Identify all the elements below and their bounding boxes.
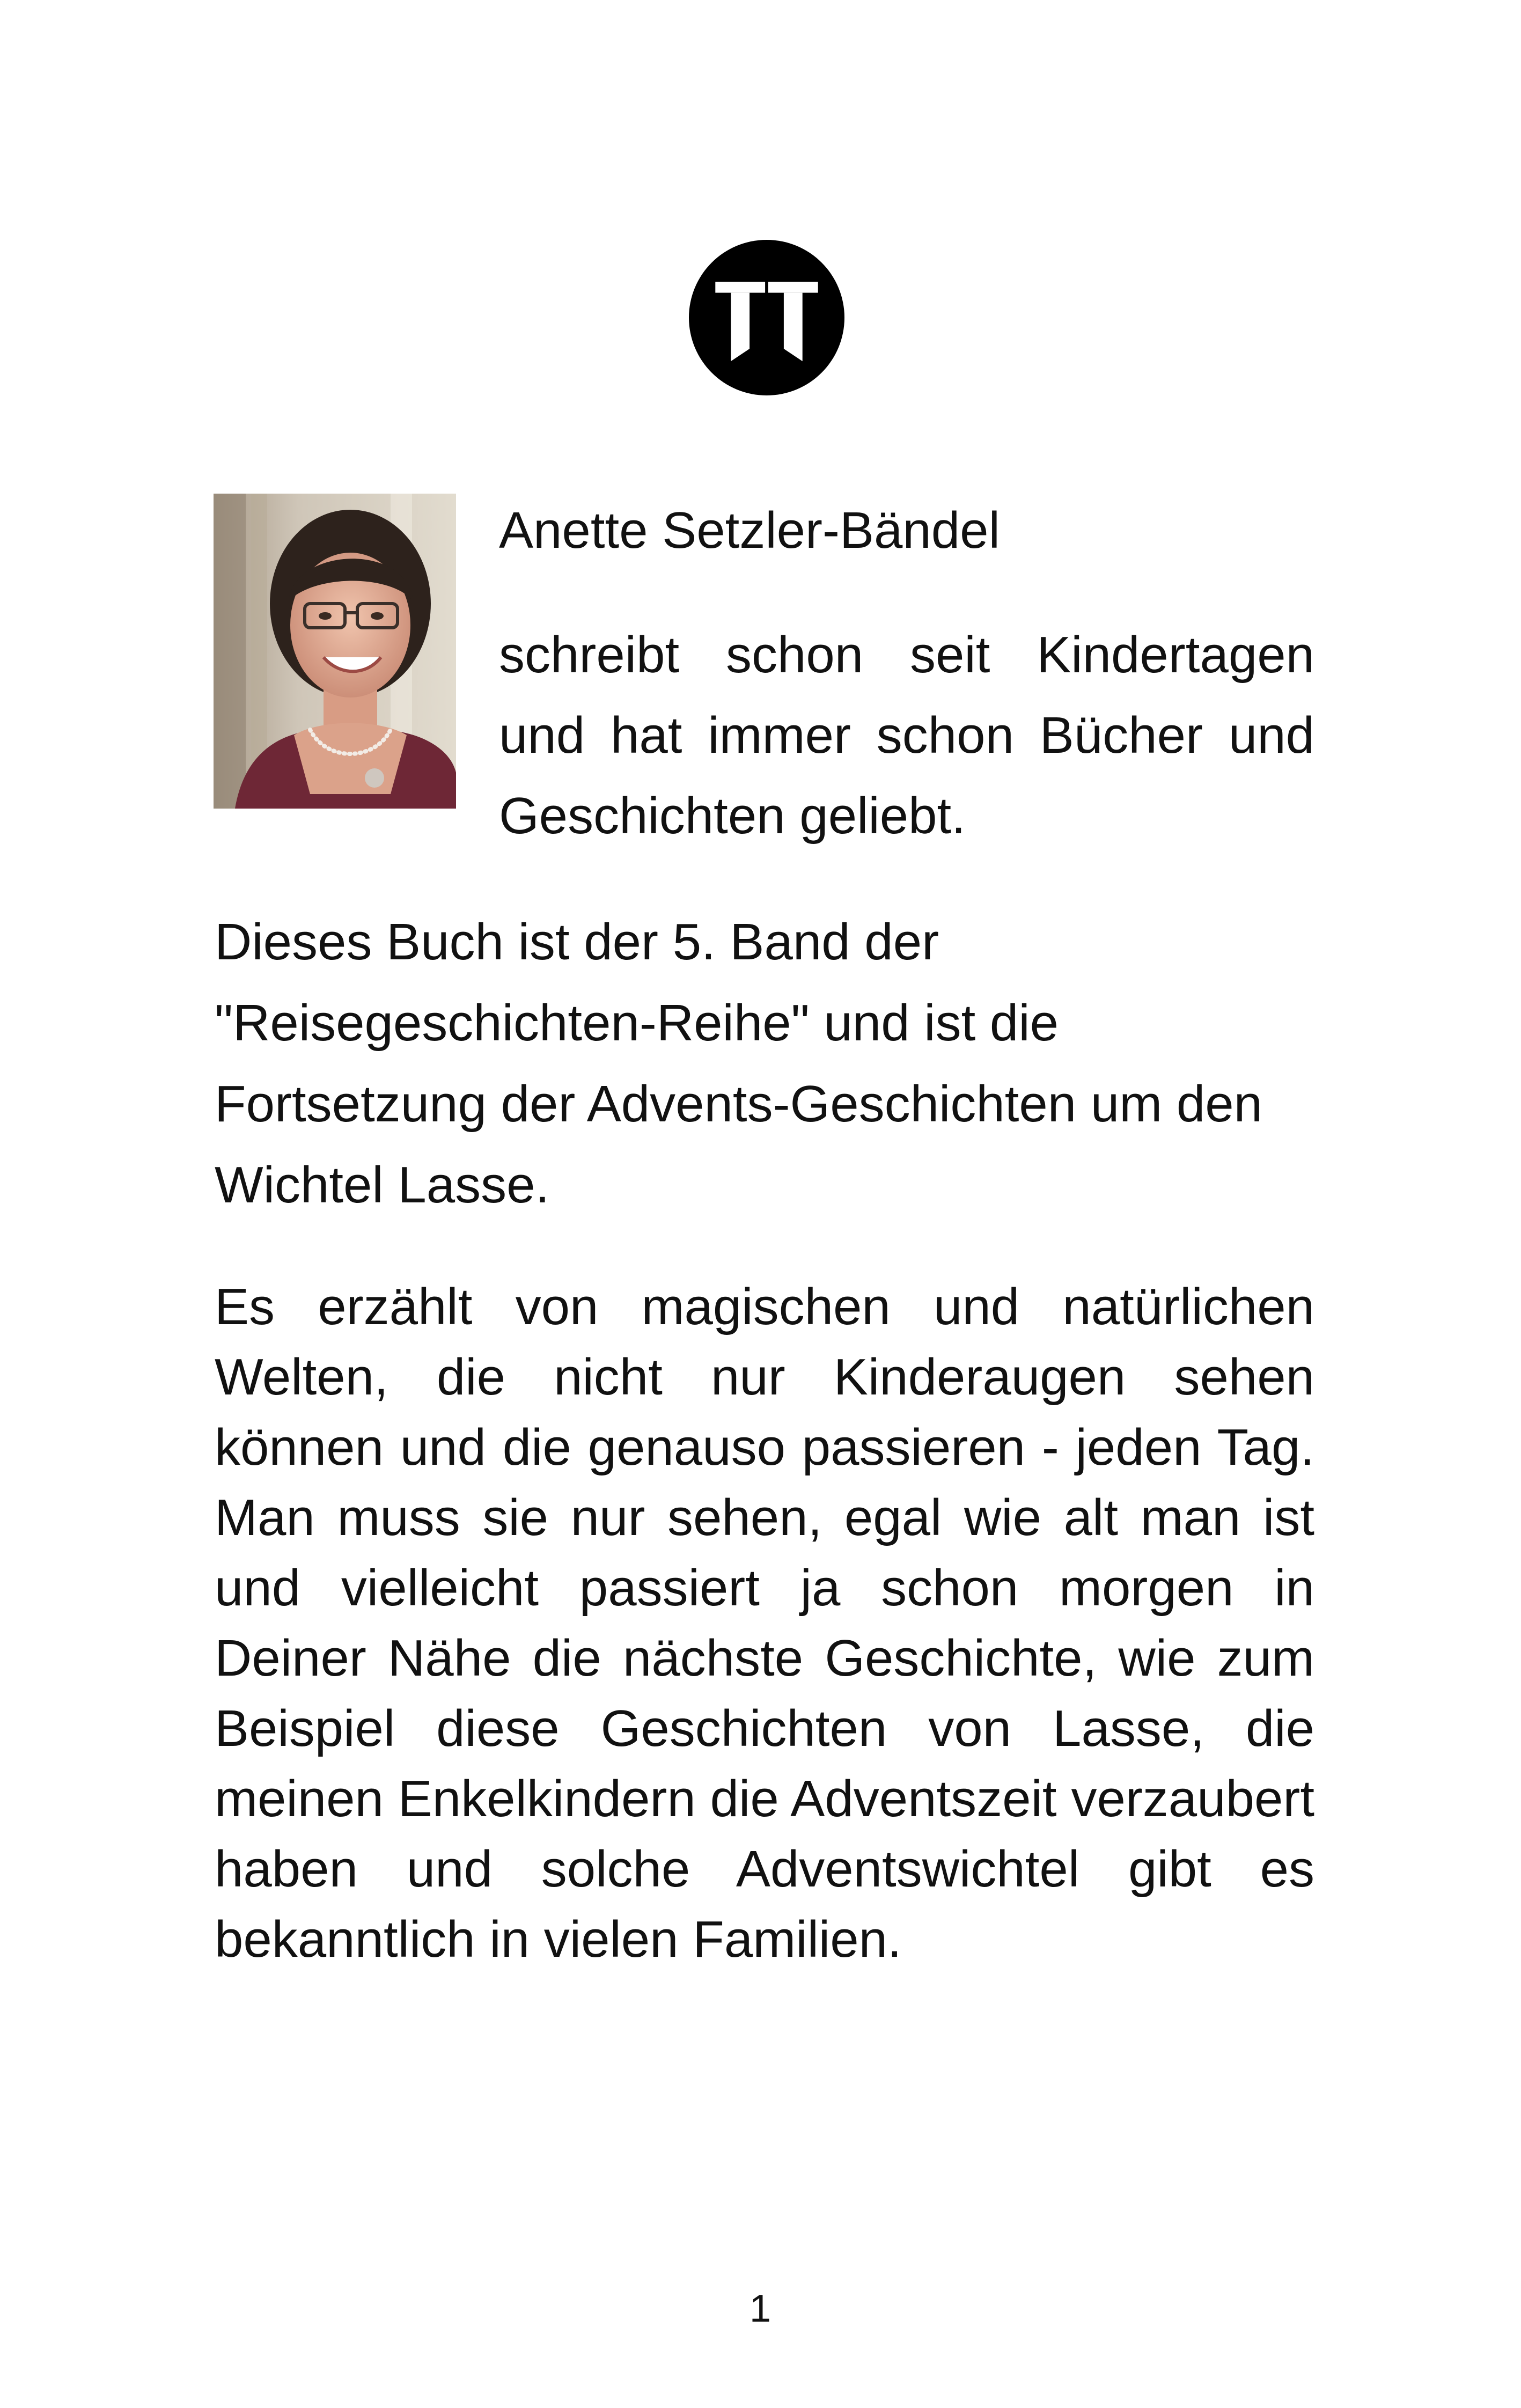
page-number: 1 <box>749 2287 771 2330</box>
author-intro: schreibt schon seit Kindertagen und hat immer schon Bücher und Geschichten geliebt. <box>499 626 1314 845</box>
paragraph-description: Es erzählt von magischen und natürlichen Welten, die nicht nur Kinderaugen sehen können und die genauso passieren - jeden Tag. Man muss sie nur sehen, egal wie alt man ist und vielleicht passiert ja schon morgen in Deiner Nähe die nächste Geschichte, wie zum Beispiel diese Geschichten von Lasse, die meinen Enkelkindern die Adventszeit verzaubert haben und solche Adventswichtel gibt es bekanntlich in vielen Familien. <box>215 1278 1314 1968</box>
author-portrait <box>214 494 456 809</box>
publisher-logo-icon <box>689 240 844 395</box>
paragraph-series-info: Dieses Buch ist der 5. Band der "Reisegeschichten-Reihe" und ist die Fortsetzung der Advents-Geschichten um den Wichtel Lasse. <box>215 913 1263 1214</box>
author-name: Anette Setzler-Bändel <box>499 502 1000 559</box>
